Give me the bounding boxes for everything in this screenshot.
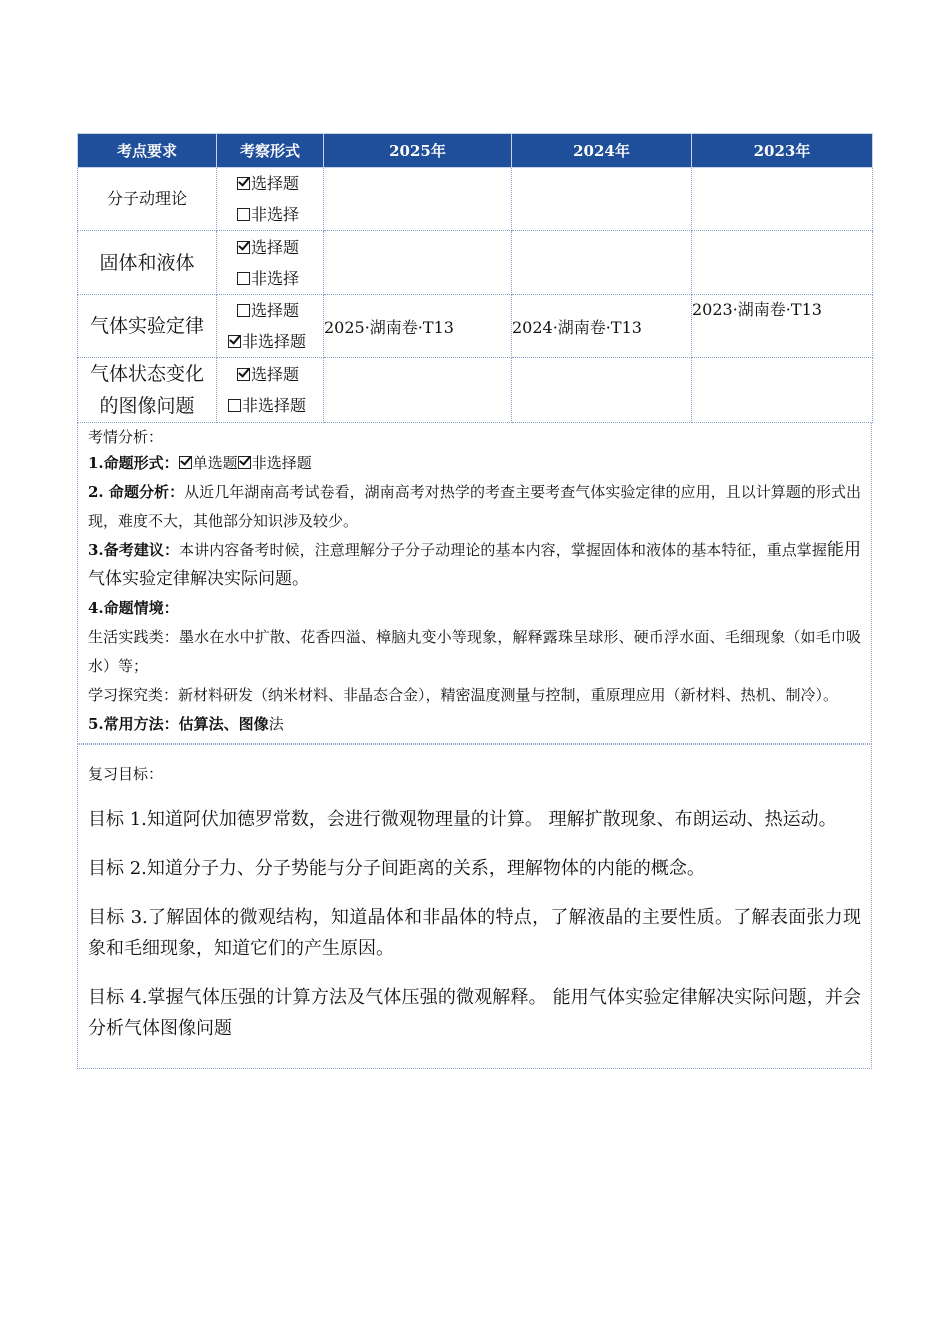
checked-box-icon <box>238 456 251 469</box>
item-text: 法 <box>268 715 284 733</box>
document-page <box>77 133 872 1069</box>
option-label: 非选择题 <box>242 332 307 351</box>
table-row <box>78 231 873 295</box>
option-label: 非选择题 <box>242 396 307 415</box>
checked-box-icon <box>228 335 241 348</box>
table-header-row <box>78 134 873 168</box>
option-label: 选择题 <box>251 174 300 193</box>
header-2025: 2025年 <box>324 134 512 168</box>
header-2023: 2023年 <box>692 134 873 168</box>
topic-cell: 分子动理论 <box>78 168 217 231</box>
year-2025-cell <box>324 168 512 231</box>
goals-panel <box>77 744 872 1069</box>
form-cell <box>217 358 324 423</box>
topic-line: 气体状态变化 <box>89 363 204 385</box>
option-label: 选择题 <box>251 365 300 384</box>
analysis-panel <box>77 423 872 744</box>
empty-box-icon <box>237 304 250 317</box>
year-2023-cell: 2023·湖南卷·T13 <box>692 295 873 358</box>
option-label: 非选择题 <box>251 454 312 472</box>
checked-box-icon <box>179 456 192 469</box>
goal-item: 目标 4.掌握气体压强的计算方法及气体压强的微观解释。 能用气体实验定律解决实际问题，并会分析气体图像问题 <box>88 987 861 1039</box>
header-2024: 2024年 <box>512 134 692 168</box>
context-study: 学习探究类：新材料研发（纳米材料、非晶态合金），精密温度测量与控制，重原理应用（新材料、热机、制冷）。 <box>88 686 839 704</box>
item-label: 5.常用方法： <box>88 715 179 733</box>
topic-cell: 气体实验定律 <box>78 295 217 358</box>
analysis-item-4 <box>88 594 861 623</box>
option-label: 选择题 <box>251 237 300 257</box>
empty-box-icon <box>237 208 250 221</box>
goals-title: 复习目标： <box>88 765 164 783</box>
option-label: 选择题 <box>251 301 300 320</box>
year-2025-cell: 2025·湖南卷·T13 <box>324 295 512 358</box>
year-2024-cell <box>512 168 692 231</box>
item-label: 1.命题形式： <box>88 454 179 472</box>
year-2025-cell <box>324 231 512 295</box>
year-2024-cell <box>512 358 692 423</box>
form-cell <box>217 295 324 358</box>
topic-cell <box>78 358 217 423</box>
analysis-item-2 <box>88 478 861 536</box>
year-2023-cell <box>692 358 873 423</box>
table-row <box>78 358 873 423</box>
analysis-item-3 <box>88 536 861 594</box>
item-text: 能用气体实验定律解决实际问题。 <box>88 540 861 589</box>
analysis-title: 考情分析： <box>88 428 164 446</box>
empty-box-icon <box>237 272 250 285</box>
header-topic: 考点要求 <box>78 134 217 168</box>
item-text: 估算法、图像 <box>178 715 269 733</box>
topic-line: 的图像问题 <box>99 395 195 417</box>
goal-item: 目标 1.知道阿伏加德罗常数，会进行微观物理量的计算。 理解扩散现象、布朗运动、热运动。 <box>88 809 837 830</box>
year-2023-cell <box>692 231 873 295</box>
item-label: 4.命题情境： <box>88 599 179 617</box>
form-cell <box>217 231 324 295</box>
goal-item: 目标 2.知道分子力、分子势能与分子间距离的关系，理解物体的内能的概念。 <box>88 858 705 879</box>
topic-cell: 固体和液体 <box>78 231 217 295</box>
year-2024-cell <box>512 231 692 295</box>
option-label: 非选择 <box>251 205 300 224</box>
analysis-item-5 <box>88 710 861 739</box>
analysis-item-1 <box>88 449 861 478</box>
goal-item: 目标 3.了解固体的微观结构，知道晶体和非晶体的特点，了解液晶的主要性质。了解表面张力现象和毛细现象，知道它们的产生原因。 <box>88 907 861 959</box>
item-text: 从近几年湖南高考试卷看，湖南高考对热学的考查主要考查气体实验定律的应用，且以计算题的形式出现，难度不大，其他部分知识涉及较少。 <box>88 483 861 530</box>
checked-box-icon <box>237 368 250 381</box>
item-label: 3.备考建议： <box>88 541 180 559</box>
table-row <box>78 295 873 358</box>
form-cell <box>217 168 324 231</box>
header-form: 考察形式 <box>217 134 324 168</box>
item-text: 本讲内容备考时候，注意理解分子分子动理论的基本内容，掌握固体和液体的基本特征，重点掌握 <box>179 541 827 559</box>
year-2024-cell: 2024·湖南卷·T13 <box>512 295 692 358</box>
year-2023-cell <box>692 168 873 231</box>
year-2025-cell <box>324 358 512 423</box>
option-label: 单选题 <box>192 454 238 472</box>
checked-box-icon <box>237 241 250 254</box>
exam-table <box>77 133 873 423</box>
empty-box-icon <box>228 399 241 412</box>
item-label: 2. 命题分析： <box>88 483 185 501</box>
option-label: 非选择 <box>251 268 300 288</box>
context-life: 生活实践类：墨水在水中扩散、花香四溢、樟脑丸变小等现象，解释露珠呈球形、硬币浮水面、毛细现象（如毛巾吸水）等； <box>88 628 861 675</box>
table-row <box>78 168 873 231</box>
checked-box-icon <box>237 177 250 190</box>
